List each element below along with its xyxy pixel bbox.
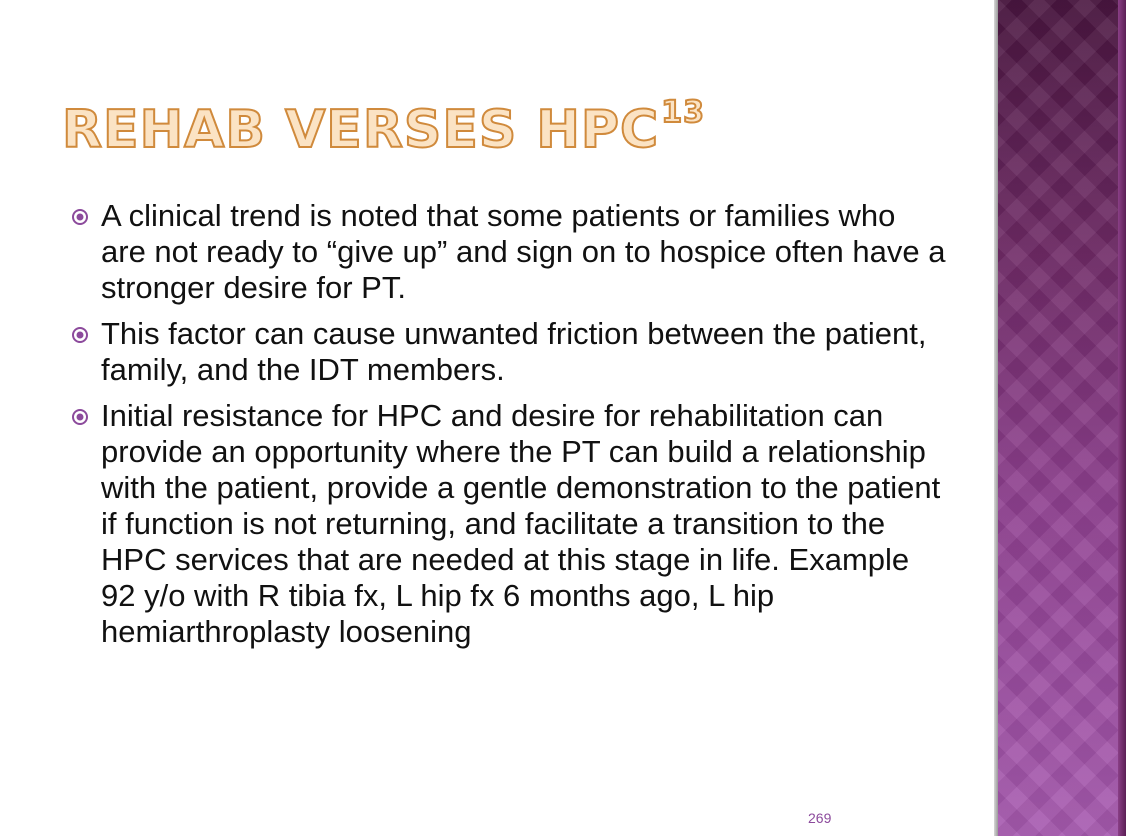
title-citation-superscript: 13 bbox=[661, 95, 705, 130]
circled-dot-icon bbox=[71, 208, 89, 226]
circled-dot-icon bbox=[71, 408, 89, 426]
bullet-text: This factor can cause unwanted friction between the patient, family, and the IDT members. bbox=[101, 316, 927, 387]
bullet-list bbox=[68, 198, 948, 660]
bullet-item bbox=[68, 316, 948, 388]
bullet-text: Initial resistance for HPC and desire for rehabilitation can provide an opportunity where the PT can build a relationship with the patient, provide a gentle demonstration to the patient if function is not returning, and facilitate a transition to the HPC services that are needed at this stage in life. Example 92 y/o with R tibia fx, L hip fx 6 months ago, L hip hemiarthroplasty loosening bbox=[101, 398, 941, 649]
slide-title bbox=[62, 95, 705, 160]
bullet-text: A clinical trend is noted that some patients or families who are not ready to “give up” and sign on to hospice often have a stronger desire for PT. bbox=[101, 198, 946, 305]
page-number: 269 bbox=[808, 810, 832, 826]
bullet-item bbox=[68, 198, 948, 306]
bullet-item bbox=[68, 398, 948, 650]
circled-dot-icon bbox=[71, 326, 89, 344]
side-band-rim bbox=[1118, 0, 1126, 836]
slide-title-text: REHAB VERSES HPC bbox=[62, 100, 660, 160]
side-decorative-band bbox=[998, 0, 1126, 836]
